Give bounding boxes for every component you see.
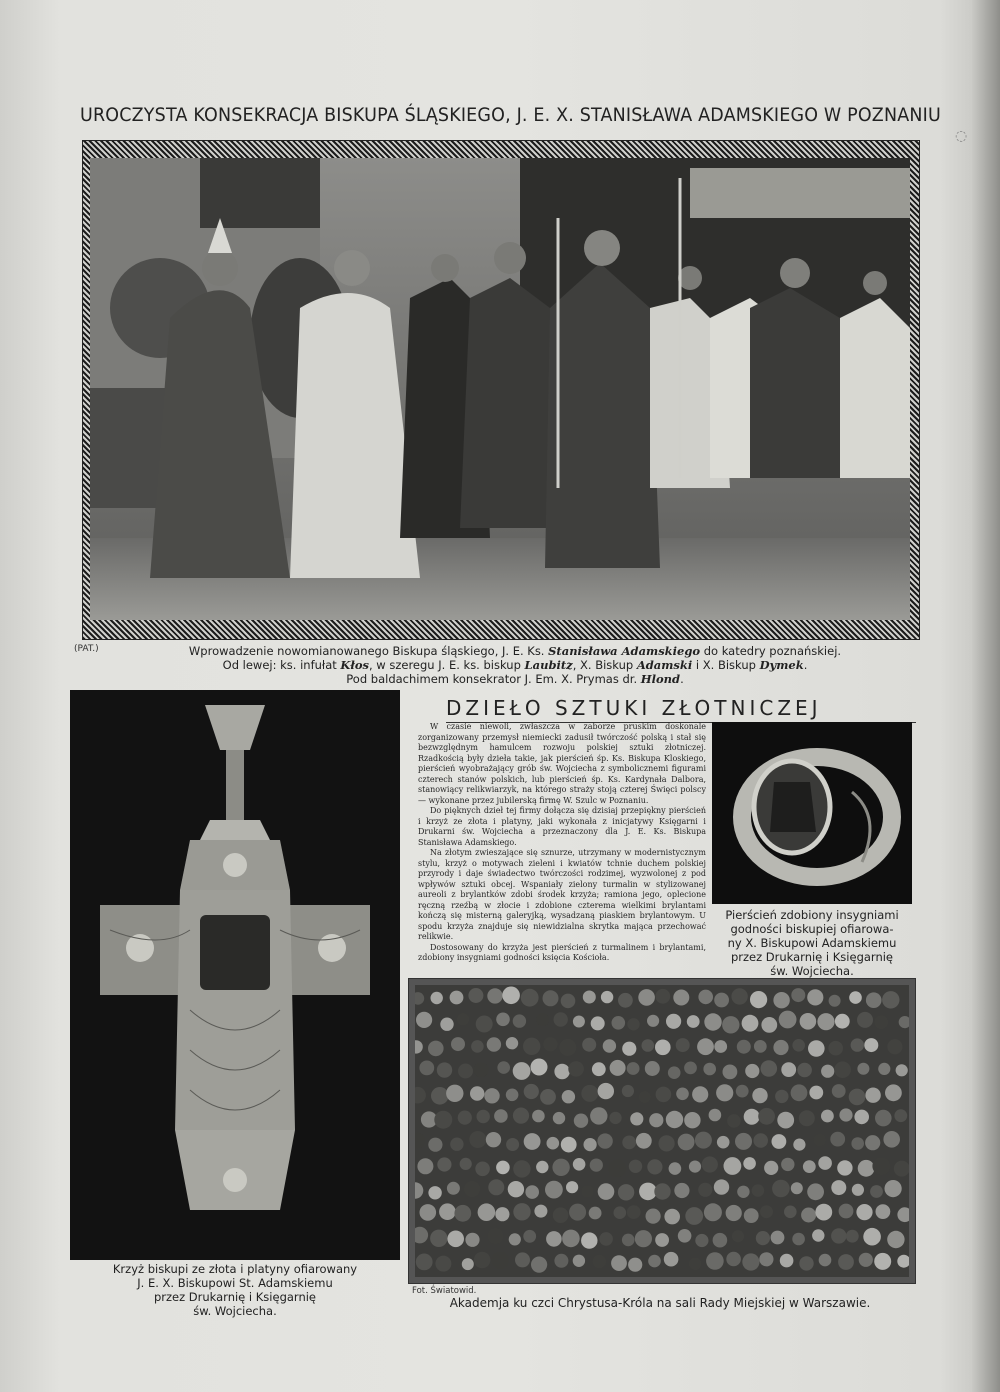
caption-line-3 [120,672,910,686]
bishop-ring-photo [712,722,912,904]
ring-caption-line: godności biskupiej ofiarowa- [730,922,894,936]
cross-caption-line: J. E. X. Biskupowi St. Adamskiemu [137,1276,333,1290]
photo-agency-tag: (PAT.) [74,644,99,654]
bishop-cross-photo [70,690,400,1260]
caption-name: Adamski [636,658,693,672]
page-headline: UROCZYSTA KONSEKRACJA BISKUPA ŚLĄSKIEGO, J. E. X. STANISŁAWA ADAMSKIEGO W POZNANIU [80,104,941,126]
cross-caption-line: Krzyż biskupi ze złota i platyny ofiarowany [112,1262,358,1276]
caption-text: Pod baldachimem konsekrator J. Em. X. Prymas dr. [346,672,641,686]
article-paragraph: Do pięknych dzieł tej firmy dołącza się dzisiaj przepiękny pierścień i krzyż ze złota i platyny, jaki wykonała z inicjatywy Księgarni i Drukarni św. Wojciecha a przeznaczony dla J. E. Ks. Biskupa Stanisława Adamskiego. [418,806,706,847]
margin-mark-icon: ◌ [955,128,968,144]
caption-text: Od lewej: ks. infułat [222,658,341,672]
academy-crowd-photo [415,985,909,1277]
caption-name: Hlond [640,672,681,686]
ring-caption-line: przez Drukarnię i Księgarnię [730,950,894,964]
caption-text: Wprowadzenie nowomianowanego Biskupa śląskiego, J. E. Ks. [188,644,549,658]
cross-caption-line: przez Drukarnię i Księgarnię [153,1290,317,1304]
caption-text: i X. Biskup [692,658,760,672]
article-paragraph: W czasie niewoli, zwłaszcza w zaborze pruskim doskonale zorganizowany przemysł niemiecki zadusił twórczość polską i stał się bezwzględnym hamulcem rozwoju polskiej sztuki złotniczej. Rzadkością były dzieła takie, jak pierścień śp. Ks. Biskupa Kloskiego, pierścień wyobrażający grób św. Wojciecha z symbolicznemi figurami czterech stanów polskich, lub pierścień śp. Ks. Kardynała Dalbora, stanowiący relikwiarzyk, na którego straży stoją czterej Święci polscy — wykonane przez jubilerską firmę W. Szulc w Poznaniu. [418,722,706,805]
ring-caption-line: Pierścień zdobiony insygniami [725,908,899,922]
article-paragraph: Dostosowany do krzyża jest pierścień z turmalinem i brylantami, zdobiony insygniami godności księcia Kościoła. [418,942,706,962]
caption-line-2 [120,658,910,672]
crowd-photo-caption: Akademja ku czci Chrystusa-Króla na sali Rady Miejskiej w Warszawie. [449,1296,871,1310]
caption-text: , X. Biskup [572,658,637,672]
article-body [418,722,706,964]
cross-caption-line: św. Wojciecha. [193,1304,277,1318]
caption-text: , w szeregu J. E. ks. biskup [368,658,525,672]
ring-caption-line: ny X. Biskupowi Adamskiemu [727,936,897,950]
ring-caption [708,908,916,978]
ring-caption-line: św. Wojciecha. [770,964,854,978]
caption-name: Dymek [759,658,804,672]
main-photo-caption [120,644,910,686]
caption-name: Kłos [340,658,369,672]
article-title: DZIEŁO SZTUKI ZŁOTNICZEJ [446,696,916,723]
caption-name: Laubitz [524,658,573,672]
photo-credit: Fot. Światowid. [412,1286,477,1296]
caption-name: Stanisława Adamskiego [548,644,701,658]
page-edge-shadow [972,0,1000,1392]
article-paragraph: Na złotym zwieszające się sznurze, utrzymany w modernistycznym stylu, krzyż o motywach zieleni i kwiatów tchnie duchem polskiej przyrody i daje świadectwo twórczości rodzimej, wyzwolonej z pod wpływów sztuki obcej. Wspaniały zielony turmalin w stylizowanej aureoli z brylantków zdobi środek krzyża; ramiona jego, oplecione ręczną rzeźbą w złocie i zdobione czterema wielkimi brylantami kończą się misterną galeryjką, wysadzaną piaskiem brylantowym. U spodu krzyża znajduje się niewidzialna skrytka mająca przechować relikwie. [418,848,706,941]
caption-text: . [803,658,808,672]
caption-text: do katedry poznańskiej. [700,644,842,658]
caption-line-1 [120,644,910,658]
cross-caption [70,1262,400,1318]
caption-text: . [680,672,684,686]
consecration-procession-photo [90,158,910,620]
